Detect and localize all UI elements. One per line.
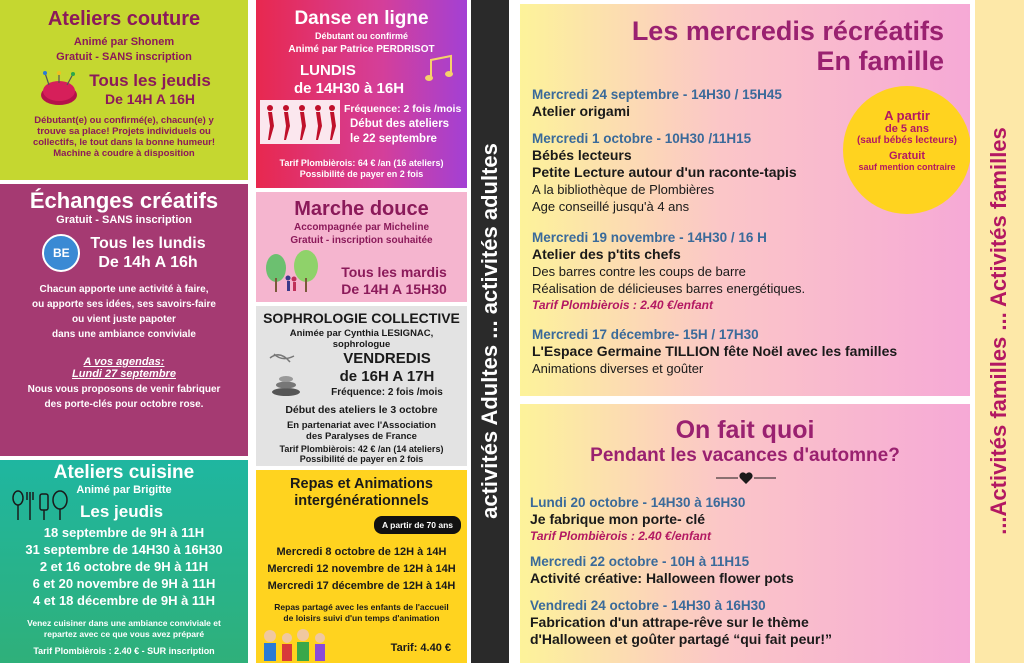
vacances-event-1: Lundi 20 octobre - 14H30 à 16H30 Je fabrique mon porte- clé Tarif Plombièrois : 2.40 €/enfant: [530, 495, 746, 543]
event-4: Mercredi 17 décembre- 15H / 17H30 L'Espace Germaine TILLION fête Noël avec les familles Animations diverses et goûter: [532, 327, 898, 376]
event-1: Mercredi 24 septembre - 14H30 / 15H45 Atelier origami: [532, 87, 782, 119]
couture-description: Débutant(e) ou confirmé(e), chacun(e) y trouve sa place! Projets individuels ou collectifs, le tout dans la bonne humeur! Machine à coudre à disposition: [32, 115, 216, 159]
sophro-card: [256, 306, 467, 466]
cuisine-dates: 18 septembre de 9H à 11H 31 septembre de 14H30 à 16H30 2 et 16 octobre de 9H à 11H 6 et 20 novembre de 9H à 11H 4 et 18 décembre de 9H à 11H: [25, 525, 223, 608]
repas-title: Repas et Animations intergénérationnels: [290, 476, 433, 509]
sophro-day: VENDREDIS: [343, 350, 431, 367]
cuisine-animator: Animé par Brigitte: [76, 484, 172, 496]
echanges-access: Gratuit - SANS inscription: [56, 214, 192, 226]
cuisine-description: Venez cuisiner dans une ambiance conviviale et repartez avec ce que vous avez préparé: [27, 618, 221, 639]
marche-day: Tous les mardis: [341, 264, 447, 280]
sophro-hours: de 16H A 17H: [339, 368, 435, 385]
vacances-event-3: Vendredi 24 octobre - 14H30 à 16H30 Fabrication d'un attrape-rêve sur le thème d'Halloween et goûter partagé “qui fait peur!”: [530, 598, 833, 647]
cuisine-tarif: Tarif Plombièrois : 2.40 € - SUR inscription: [33, 646, 215, 656]
couture-animator: Animé par Shonem: [73, 36, 175, 48]
cuisine-day: Les jeudis: [80, 502, 164, 521]
sophro-tarif: Tarif Plombièrois: 42 € /an (14 ateliers) Possibilité de payer en 2 fois: [279, 444, 444, 464]
marche-card: [256, 192, 467, 302]
echanges-day: Tous les lundis: [90, 235, 206, 252]
echanges-hours: De 14h A 16h: [98, 254, 198, 271]
danse-title: Danse en ligne: [294, 8, 429, 29]
couture-hours: De 14H A 16H: [104, 91, 195, 107]
danse-frequency: Fréquence: 2 fois /mois: [344, 103, 462, 115]
band-familles-text: ...Activités familles ... Activités familles: [986, 127, 1011, 535]
echanges-agenda: A vos agendas:: [83, 356, 165, 368]
vacances-subtitle: Pendant les vacances d'automne?: [590, 445, 900, 466]
danse-hours: de 14H30 à 16H: [294, 80, 405, 97]
event-3: Mercredi 19 novembre - 14H30 / 16 H Atelier des p'tits chefs Des barres contre les coups de barre Réalisation de délicieuses barres energétiques. Tarif Plombièrois : 2.40 €/enfant: [532, 230, 806, 312]
vacances-card: [520, 404, 970, 663]
marche-access: Gratuit - inscription souhaitée: [290, 235, 433, 246]
sophro-title: SOPHROLOGIE COLLECTIVE: [263, 310, 460, 326]
repas-description: Repas partagé avec les enfants de l'accueil de loisirs suivi d'un temps d'animation: [274, 602, 449, 623]
zen-stones-icon: [260, 348, 310, 398]
repas-card: [256, 470, 467, 663]
echanges-title: Échanges créatifs: [29, 188, 219, 213]
danse-animator: Animé par Patrice PERDRISOT: [288, 44, 435, 55]
pincushion-icon: [37, 71, 81, 107]
marche-animator: Accompagnée par Micheline: [293, 222, 430, 233]
trees-walkers-icon: [262, 250, 322, 296]
age-badge: A partir de 5 ans (sauf bébés lecteurs) Gratuit sauf mention contraire: [843, 86, 970, 214]
marche-title: Marche douce: [294, 198, 429, 220]
couture-card: [0, 0, 248, 180]
couture-title: Ateliers couture: [47, 8, 201, 30]
echanges-card: [0, 184, 248, 456]
band-activites-adultes: [471, 0, 509, 663]
heart-divider-icon: [716, 470, 776, 486]
band-activites-familles: [975, 0, 1024, 663]
echanges-agenda-date: Lundi 27 septembre: [72, 368, 176, 380]
kitchen-utensils-icon: [10, 490, 72, 522]
cuisine-title: Ateliers cuisine: [53, 462, 195, 483]
sophro-start: Début des ateliers le 3 octobre: [285, 404, 438, 416]
event-2: Mercredi 1 octobre - 10H30 /11H15 Bébés lecteurs Petite Lecture autour d'un raconte-tapis A la bibliothèque de Plombières Age conseillé jusqu'à 4 ans: [532, 131, 797, 214]
sophro-animator: Animée par Cynthia LESIGNAC, sophrologue: [289, 328, 434, 350]
mercredis-title: Les mercredis récréatifs En famille: [631, 16, 944, 76]
danse-card: [256, 0, 467, 188]
vacances-title: On fait quoi: [675, 416, 815, 444]
music-notes-icon: [423, 52, 459, 86]
sophro-frequency: Fréquence: 2 fois /mois: [331, 387, 443, 398]
dancers-icon: [260, 100, 340, 144]
echanges-agenda-description: Nous vous proposons de venir fabriquer des porte-clés pour octobre rose.: [27, 384, 221, 410]
danse-level: Débutant ou confirmé: [314, 31, 408, 41]
couture-day: Tous les jeudis: [89, 71, 211, 90]
sophro-partner: En partenariat avec l'Association des Paralyses de France: [286, 420, 437, 442]
marche-hours: De 14H A 15H30: [341, 281, 447, 297]
repas-age-badge: A partir de 70 ans: [374, 516, 461, 534]
danse-day: LUNDIS: [300, 62, 356, 79]
echanges-description: Chacun apporte une activité à faire, ou apporte ses idées, ses savoirs-faire ou vient juste papoter dans une ambiance conviviale: [32, 284, 216, 340]
repas-tarif: Tarif: 4.40 €: [390, 642, 451, 654]
family-group-icon: [260, 626, 330, 662]
vacances-event-2: Mercredi 22 octobre - 10H à 11H15 Activité créative: Halloween flower pots: [530, 554, 794, 586]
band-adultes-text: activités Adultes ... activités adultes: [477, 143, 502, 519]
repas-dates: Mercredi 8 octobre de 12H à 14H Mercredi 12 novembre de 12H à 14H Mercredi 17 décembre de 12H à 14H: [267, 546, 456, 592]
mercredis-card: [520, 4, 970, 396]
be-logo-icon: BE: [42, 234, 80, 272]
danse-start: Début des ateliers le 22 septembre: [350, 118, 450, 145]
cuisine-card: [0, 460, 248, 663]
danse-tarif: Tarif Plombièrois: 64 € /an (16 ateliers) Possibilité de payer en 2 fois: [279, 158, 444, 179]
couture-access: Gratuit - SANS inscription: [56, 51, 192, 63]
